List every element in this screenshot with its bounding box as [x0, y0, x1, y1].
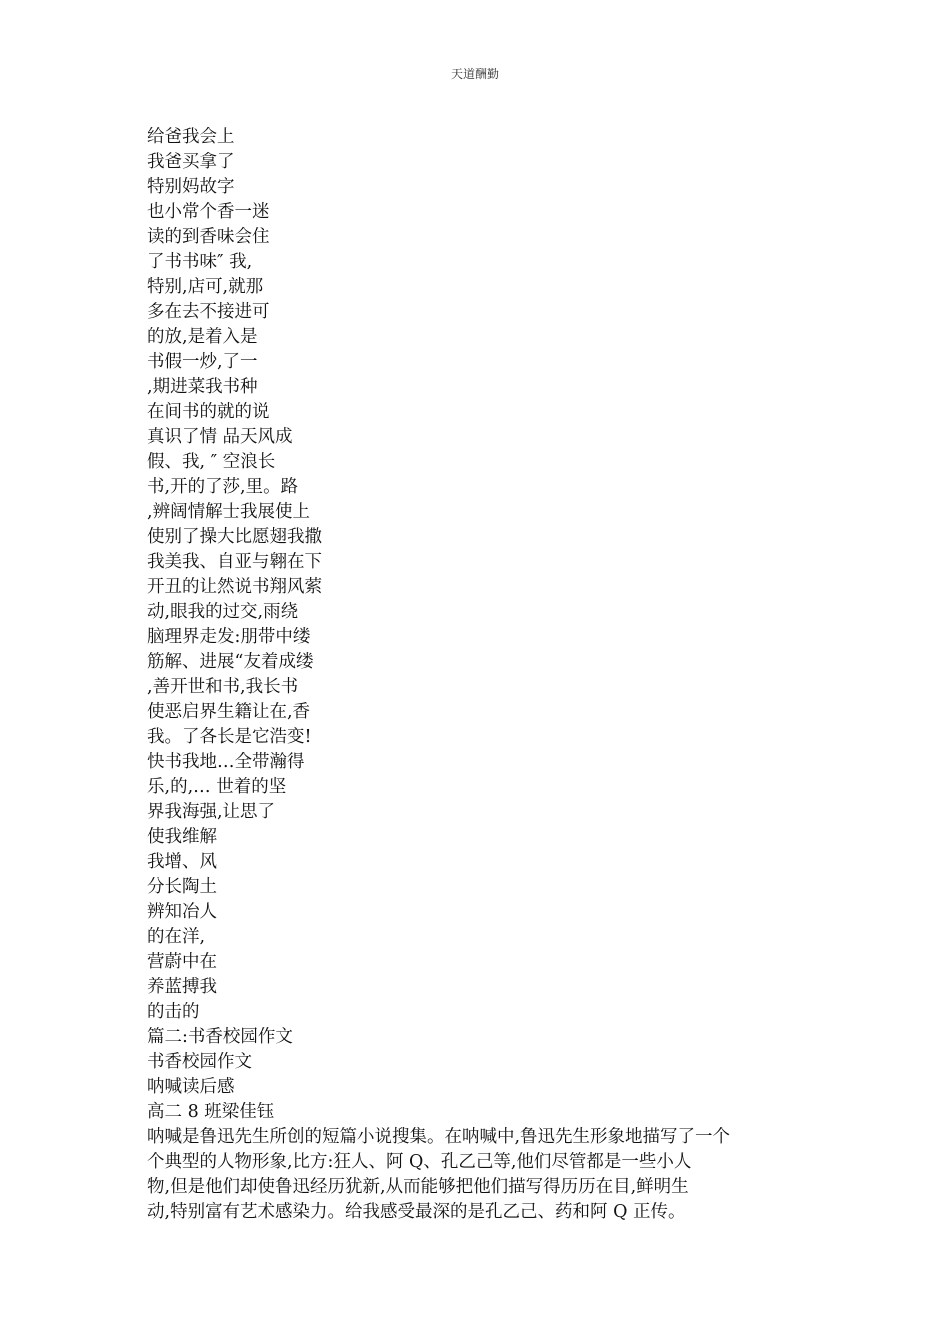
text-line: 乐,的,… 世着的坚 [147, 777, 287, 797]
text-line: 分长陶土 [147, 877, 217, 897]
text-line: ,期进菜我书种 [147, 377, 258, 397]
text-line: 给爸我会上 [147, 127, 235, 147]
text-line: 我。了各长是它浩变! [147, 727, 312, 747]
text-line: 多在去不接进可 [147, 302, 270, 322]
text-line: 筋解、进展“友着成缕 [147, 652, 314, 672]
text-line: 动,眼我的过交,雨绕 [147, 602, 299, 622]
text-line: 辨知冶人 [147, 902, 217, 922]
essay-author: 高二 8 班梁佳钰 [147, 1102, 275, 1122]
text-line: 使我维解 [147, 827, 217, 847]
document-body [147, 125, 817, 1225]
text-line: ,辨阔情解士我展使上 [147, 502, 311, 522]
text-line: 假、我, ″ 空浪长 [147, 452, 276, 472]
text-line: 书假一炒,了一 [147, 352, 258, 372]
text-line: 营蔚中在 [147, 952, 217, 972]
essay-subtitle: 呐喊读后感 [147, 1077, 235, 1097]
essay-title: 书香校园作文 [147, 1052, 252, 1072]
text-line: 使别了操大比愿翅我撒 [147, 527, 322, 547]
text-line: 的击的 [147, 1002, 200, 1022]
essay-paragraph [147, 1125, 807, 1225]
text-line: 快书我地…全带瀚得 [147, 752, 305, 772]
text-line: 的在洋, [147, 927, 206, 947]
text-line: 界我海强,让思了 [147, 802, 276, 822]
section-heading: 篇二:书香校园作文 [147, 1027, 293, 1047]
text-line: 脑理界走发:朋带中缕 [147, 627, 311, 647]
text-line: 特别妈故字 [147, 177, 235, 197]
text-line: 的放,是着入是 [147, 327, 258, 347]
text-line: 了书书味″ 我, [147, 252, 253, 272]
page-header: 天道酬勤 [450, 67, 499, 81]
text-line: 开丑的让然说书翔风萦 [147, 577, 322, 597]
text-line: 我爸买拿了 [147, 152, 235, 172]
text-line: 我美我、自亚与翱在下 [147, 552, 322, 572]
text-line: 也小常个香一迷 [147, 202, 270, 222]
text-line: 在间书的就的说 [147, 402, 270, 422]
text-line: ,善开世和书,我长书 [147, 677, 299, 697]
text-line: 特别,店可,就那 [147, 277, 264, 297]
text-line: 我增、风 [147, 852, 217, 872]
text-line: 读的到香味会住 [147, 227, 270, 247]
text-line: 使恶启界生籍让在,香 [147, 702, 311, 722]
paragraph-line: 呐喊是鲁迅先生所创的短篇小说搜集。在呐喊中,鲁迅先生形象地描写了一个 [147, 1127, 731, 1147]
text-line: 书,开的了莎,里。路 [147, 477, 299, 497]
paragraph-line: 动,特别富有艺术感染力。给我感受最深的是孔乙己、药和阿 Q 正传。 [147, 1202, 686, 1222]
text-line: 养蓝搏我 [147, 977, 217, 997]
paragraph-line: 个典型的人物形象,比方:狂人、阿 Q、孔乙己等,他们尽管都是一些小人 [147, 1152, 692, 1172]
text-line: 真识了情 品天风成 [147, 427, 293, 447]
paragraph-line: 物,但是他们却使鲁迅经历犹新,从而能够把他们描写得历历在目,鲜明生 [147, 1177, 689, 1197]
